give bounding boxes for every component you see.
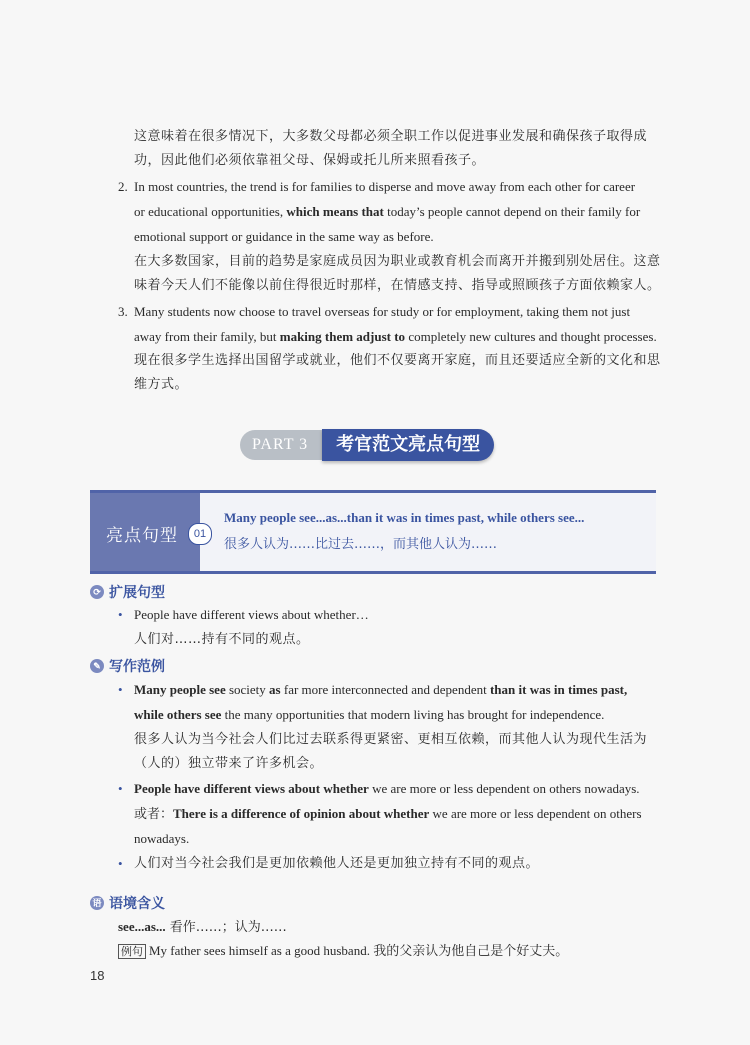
list-number-3: 3.: [118, 304, 128, 319]
expand-heading-text: 扩展句型: [109, 585, 165, 601]
example-tag: 例句: [118, 944, 146, 959]
p3-en-2a: away from their family, but: [134, 329, 280, 344]
example-b2-line3: nowadays.: [134, 831, 190, 846]
context-icon: 语: [90, 896, 104, 910]
p2-zh-line2: 味着今天人们不能像以前住得很近时那样，在情感支持、指导或照顾孩子方面依赖家人。: [134, 278, 661, 293]
example-b3-zh: 人们对当今社会我们是更加依赖他人还是更加独立持有不同的观点。: [134, 856, 540, 871]
example-b1-line1-run-2: as: [269, 682, 281, 697]
expand-en: People have different views about whether…: [134, 607, 369, 622]
example-b2-line1-run-1: we are more or less dependent on others nowadays.: [368, 781, 640, 796]
part-tag: PART 3: [240, 430, 322, 460]
page-number: 18: [90, 968, 105, 983]
p2-en-2b-bold: which means that: [286, 204, 384, 219]
p3-en-2c: completely new cultures and thought processes.: [405, 329, 657, 344]
example-b1-line2: [134, 704, 604, 726]
p3-en-line1: Many students now choose to travel overseas for study or for employment, taking them not just: [134, 304, 631, 319]
example-heading-text: 写作范例: [109, 659, 165, 675]
highlight-sentence-box: [90, 490, 656, 574]
example-heading: [90, 656, 165, 676]
bullet-icon: •: [118, 856, 123, 871]
highlight-zh: 很多人认为……比过去……，而其他人认为……: [224, 537, 498, 552]
highlight-number-badge: 01: [188, 523, 212, 545]
example-b1-line1-run-3: far more interconnected and dependent: [280, 682, 490, 697]
context-term-line: [118, 916, 287, 939]
bullet-icon: •: [118, 607, 123, 622]
p0-zh-line1: 这意味着在很多情况下，大多数父母都必须全职工作以促进事业发展和确保孩子取得成: [134, 129, 648, 144]
example-b1-line1-run-0: Many people see: [134, 682, 226, 697]
p3-en-line2: [134, 326, 657, 348]
context-example: My father sees himself as a good husband. 我的父亲认为他自己是个好丈夫。: [149, 943, 569, 958]
example-b1-zh1: 很多人认为当今社会人们比过去联系得更紧密、更相互依赖，而其他人认为现代生活为: [134, 732, 648, 747]
part-title: 考官范文亮点句型: [322, 429, 494, 461]
p3-en-2b-bold: making them adjust to: [279, 329, 406, 344]
pencil-icon: ✎: [90, 659, 104, 673]
example-b1-zh2: （人的）独立带来了许多机会。: [134, 756, 324, 771]
example-b2-line2: [134, 803, 642, 825]
example-b1-line1-run-1: society: [225, 682, 270, 697]
context-heading-text: 语境含义: [109, 896, 165, 912]
part-banner: [240, 428, 494, 462]
context-heading: [90, 893, 165, 913]
context-term-zh: 看作……；认为……: [165, 920, 287, 935]
example-b2-line2-run-2: we are more or less dependent on others: [429, 806, 642, 821]
example-b1-line1: [134, 679, 627, 701]
expand-heading: [90, 582, 165, 602]
p2-en-2a: or educational opportunities,: [134, 204, 287, 219]
example-b2-line2-run-0: 或者：: [134, 806, 174, 821]
p2-en-2c: today’s people cannot depend on their family for: [383, 204, 641, 219]
bullet-icon: •: [118, 682, 123, 697]
example-b2-line2-run-1: There is a difference of opinion about whether: [173, 806, 430, 821]
highlight-en: Many people see...as...than it was in times past, while others see...: [224, 510, 585, 525]
expand-zh: 人们对……持有不同的观点。: [134, 632, 310, 647]
example-b2-line1-run-0: People have different views about whether: [134, 781, 369, 796]
example-b1-line1-run-4: than it was in times past,: [489, 682, 628, 697]
list-number-2: 2.: [118, 179, 128, 194]
expand-icon: ⟳: [90, 585, 104, 599]
p2-en-line2: [134, 201, 640, 223]
example-b2-line1: [134, 778, 640, 800]
p3-zh-line2: 维方式。: [134, 377, 189, 392]
example-b1-line2-run-1: the many opportunities that modern living has brought for independence.: [221, 707, 605, 722]
bullet-icon: •: [118, 781, 123, 796]
p3-zh-line1: 现在很多学生选择出国留学或就业，他们不仅要离开家庭，而且还要适应全新的文化和思: [134, 353, 661, 368]
example-b1-line2-run-0: while others see: [134, 707, 222, 722]
p2-en-line3: emotional support or guidance in the same way as before.: [134, 229, 434, 244]
context-example-line: [118, 940, 568, 962]
p2-en-line1: In most countries, the trend is for families to disperse and move away from each other for career: [134, 179, 636, 194]
highlight-label: 亮点句型: [106, 526, 178, 546]
highlight-label-panel: [90, 493, 200, 571]
p0-zh-line2: 功，因此他们必须依靠祖父母、保姆或托儿所来照看孩子。: [134, 153, 486, 168]
context-term: see...as...: [118, 919, 166, 934]
p2-zh-line1: 在大多数国家，目前的趋势是家庭成员因为职业或教育机会而离开并搬到别处居住。这意: [134, 254, 661, 269]
